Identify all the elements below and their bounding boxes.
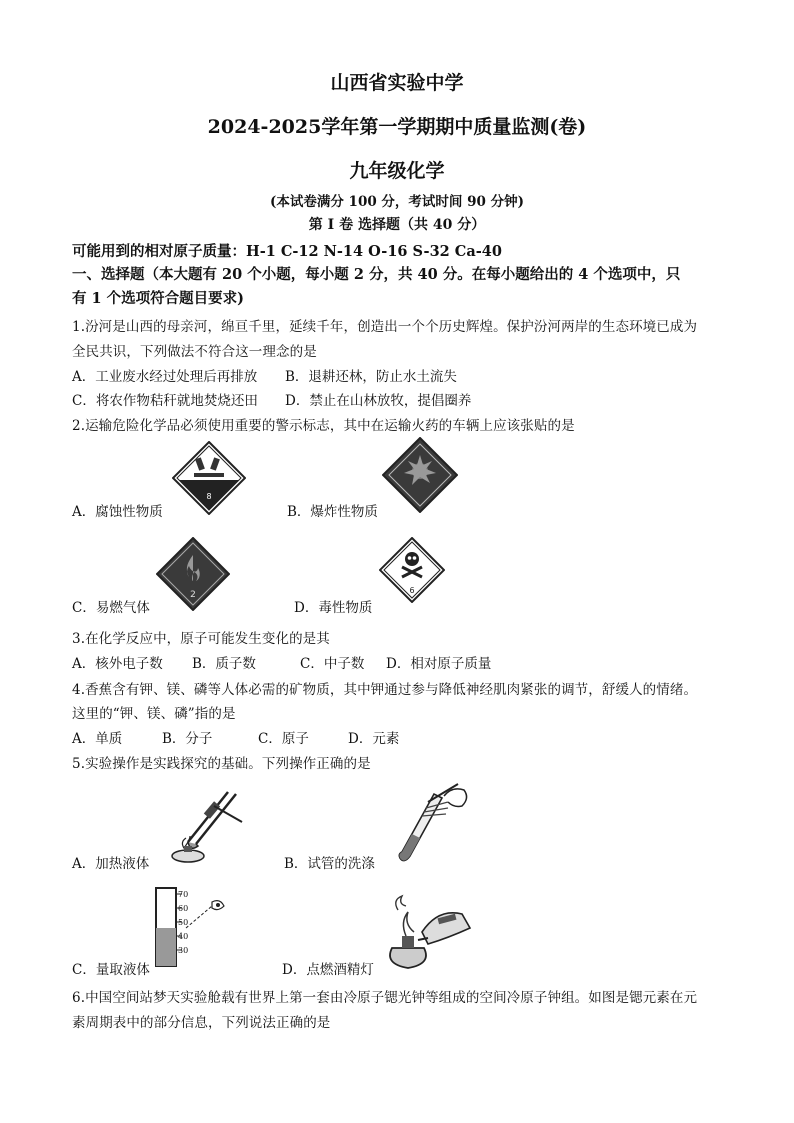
q5-option-b[interactable]: B．试管的洗涤	[284, 856, 375, 872]
cylinder-tick-30: 30	[178, 946, 189, 955]
q2-stem: 2.运输危险化学品必须使用重要的警示标志，其中在运输火药的车辆上应该张贴的是	[72, 418, 575, 434]
part-intro-line-1: 一、选择题（本大题有 20 个小题，每小题 2 分，共 40 分。在每小题给出的 4 个选项中，只	[72, 266, 681, 283]
school-title: 山西省实验中学	[330, 72, 464, 94]
q4-option-c[interactable]: C．原子	[258, 731, 309, 747]
q5-stem: 5.实验操作是实践探究的基础。下列操作正确的是	[72, 756, 371, 772]
heating-liquid-image	[160, 782, 245, 866]
flammable-sign-number: 2	[190, 590, 196, 600]
q1-stem-line-1: 1.汾河是山西的母亲河，绵亘千里，延续千年，创造出一个个历史辉煌。保护汾河两岸的生态环境已成为	[72, 319, 698, 335]
q4-stem-line-1: 4.香蕉含有钾、镁、磷等人体必需的矿物质，其中钾通过参与降低神经肌肉紧张的调节，舒缓人的情绪。	[72, 682, 698, 698]
q5-option-a[interactable]: A．加热液体	[72, 856, 150, 872]
q3-option-c[interactable]: C．中子数	[300, 656, 365, 672]
lighting-alcohol-lamp-image	[378, 892, 474, 972]
q5-option-c[interactable]: C．量取液体	[72, 962, 150, 978]
q6-stem-line-2: 素周期表中的部分信息，下列说法正确的是	[72, 1015, 331, 1031]
q3-stem: 3.在化学反应中，原子可能发生变化的是其	[72, 631, 330, 647]
exam-note: (本试卷满分 100 分，考试时间 90 分钟)	[269, 194, 525, 210]
cylinder-tick-70: 70	[178, 890, 189, 899]
flammable-gas-sign-image	[156, 537, 230, 611]
q4-option-b[interactable]: B．分子	[162, 731, 213, 747]
corrosive-sign-number: 8	[206, 492, 212, 501]
test-tube-washing-image	[382, 780, 472, 866]
cylinder-tick-40: 40	[178, 932, 189, 941]
q4-stem-line-2: 这里的“钾、镁、磷”指的是	[72, 706, 236, 722]
explosive-sign-image	[382, 437, 458, 513]
q3-option-b[interactable]: B．质子数	[192, 656, 256, 672]
toxic-sign-image	[379, 537, 445, 603]
q2-option-c[interactable]: C．易燃气体	[72, 600, 150, 616]
cylinder-tick-60: 60	[178, 904, 189, 913]
q2-option-b[interactable]: B．爆炸性物质	[287, 504, 378, 520]
subject-title: 九年级化学	[349, 160, 445, 182]
q1-option-d[interactable]: D．禁止在山林放牧，提倡圈养	[285, 393, 472, 409]
q3-option-a[interactable]: A．核外电子数	[72, 656, 163, 672]
q1-option-b[interactable]: B．退耕还林，防止水土流失	[285, 369, 457, 385]
q1-option-a[interactable]: A．工业废水经过处理后再排放	[72, 369, 258, 385]
q1-option-c[interactable]: C．将农作物秸秆就地焚烧还田	[72, 393, 258, 409]
measuring-liquid-image	[152, 886, 232, 970]
q5-option-d[interactable]: D．点燃酒精灯	[282, 962, 374, 978]
q4-option-a[interactable]: A．单质	[72, 731, 123, 747]
q4-option-d[interactable]: D．元素	[348, 731, 400, 747]
section-title: 第 I 卷 选择题（共 40 分）	[308, 217, 486, 233]
q2-option-d[interactable]: D．毒性物质	[294, 600, 373, 616]
q2-option-a[interactable]: A．腐蚀性物质	[72, 504, 163, 520]
corrosive-sign-image	[172, 441, 246, 515]
part-intro-line-2: 有 1 个选项符合题目要求)	[72, 290, 245, 307]
atomic-masses: 可能用到的相对原子质量：H-1 C-12 N-14 O-16 S-32 Ca-40	[72, 243, 502, 260]
toxic-sign-number: 6	[409, 586, 415, 595]
cylinder-tick-50: 50	[178, 918, 189, 927]
q6-stem-line-1: 6.中国空间站梦天实验舱载有世界上第一套由冷原子锶光钟等组成的空间冷原子钟组。如图是锶元素在元	[72, 990, 698, 1006]
exam-title: 2024-2025学年第一学期期中质量监测(卷)	[207, 116, 587, 138]
q3-option-d[interactable]: D．相对原子质量	[386, 656, 492, 672]
q1-stem-line-2: 全民共识，下列做法不符合这一理念的是	[72, 344, 317, 360]
